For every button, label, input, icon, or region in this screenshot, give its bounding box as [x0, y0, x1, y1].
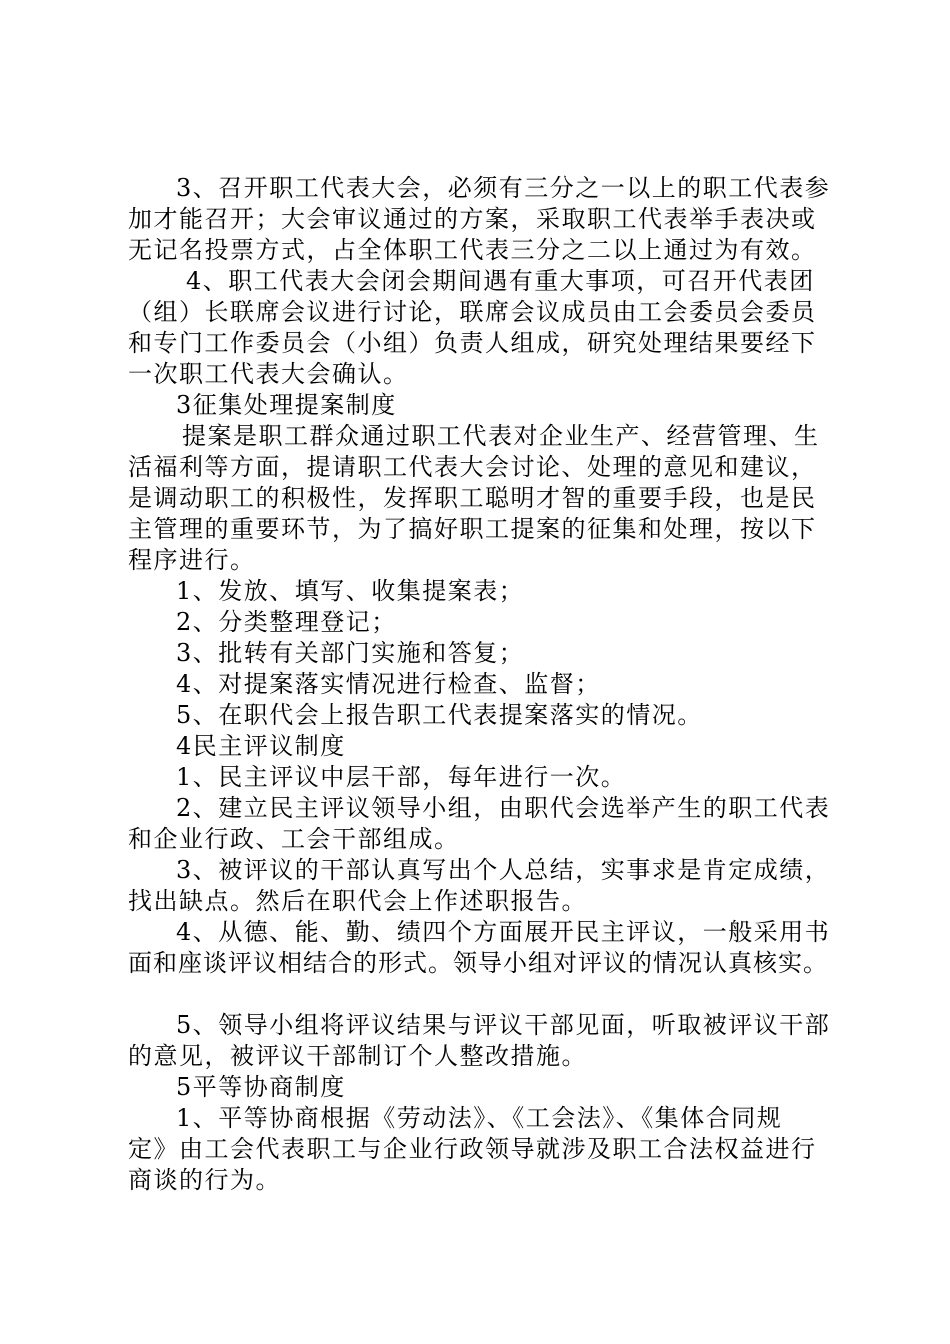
text-line: 4、职工代表大会闭会期间遇有重大事项，可召开代表团 [186, 267, 815, 295]
list-item: 2、建立民主评议领导小组，由职代会选举产生的职工代表 [176, 794, 831, 822]
list-item: 3、批转有关部门实施和答复； [176, 639, 525, 667]
list-item: 5、在职代会上报告职工代表提案落实的情况。 [176, 701, 703, 729]
text-line: 面和座谈评议相结合的形式。领导小组对评议的情况认真核实。 [128, 949, 828, 977]
text-line: 一次职工代表大会确认。 [128, 360, 409, 388]
text-line: 主管理的重要环节，为了搞好职工提案的征集和处理，按以下 [128, 515, 817, 543]
list-item: 1、平等协商根据《劳动法》、《工会法》、《集体合同规 [176, 1104, 783, 1132]
list-item: 4、从德、能、勤、绩四个方面展开民主评议，一般采用书 [176, 918, 831, 946]
list-item: 3、被评议的干部认真写出个人总结，实事求是肯定成绩， [176, 856, 831, 884]
list-item: 1、民主评议中层干部，每年进行一次。 [176, 763, 627, 791]
text-line: 和专门工作委员会（小组）负责人组成，研究处理结果要经下 [128, 329, 817, 357]
text-line: 找出缺点。然后在职代会上作述职报告。 [128, 887, 587, 915]
list-item: 4、对提案落实情况进行检查、监督； [176, 670, 601, 698]
list-item: 1、发放、填写、收集提案表； [176, 577, 525, 605]
list-item: 2、分类整理登记； [176, 608, 397, 636]
section-heading: 4民主评议制度 [176, 732, 346, 760]
text-line: 3、召开职工代表大会，必须有三分之一以上的职工代表参 [176, 174, 831, 202]
text-line: 定》由工会代表职工与企业行政领导就涉及职工合法权益进行 [128, 1135, 817, 1163]
text-line: 加才能召开；大会审议通过的方案，采取职工代表举手表决或 [128, 205, 817, 233]
text-line: （组）长联席会议进行讨论，联席会议成员由工会委员会委员 [128, 298, 817, 326]
text-line: 活福利等方面，提请职工代表大会讨论、处理的意见和建议， [128, 453, 817, 481]
text-line: 的意见，被评议干部制订个人整改措施。 [128, 1042, 587, 1070]
section-heading: 3征集处理提案制度 [176, 391, 397, 419]
text-line: 和企业行政、工会干部组成。 [128, 825, 460, 853]
section-heading: 5平等协商制度 [176, 1073, 346, 1101]
text-line: 提案是职工群众通过职工代表对企业生产、经营管理、生 [182, 422, 820, 450]
text-line: 商谈的行为。 [128, 1166, 281, 1194]
text-line: 无记名投票方式，占全体职工代表三分之二以上通过为有效。 [128, 236, 817, 264]
text-line: 程序进行。 [128, 546, 256, 574]
text-line: 是调动职工的积极性，发挥职工聪明才智的重要手段，也是民 [128, 484, 817, 512]
list-item: 5、领导小组将评议结果与评议干部见面，听取被评议干部 [176, 1011, 831, 1039]
